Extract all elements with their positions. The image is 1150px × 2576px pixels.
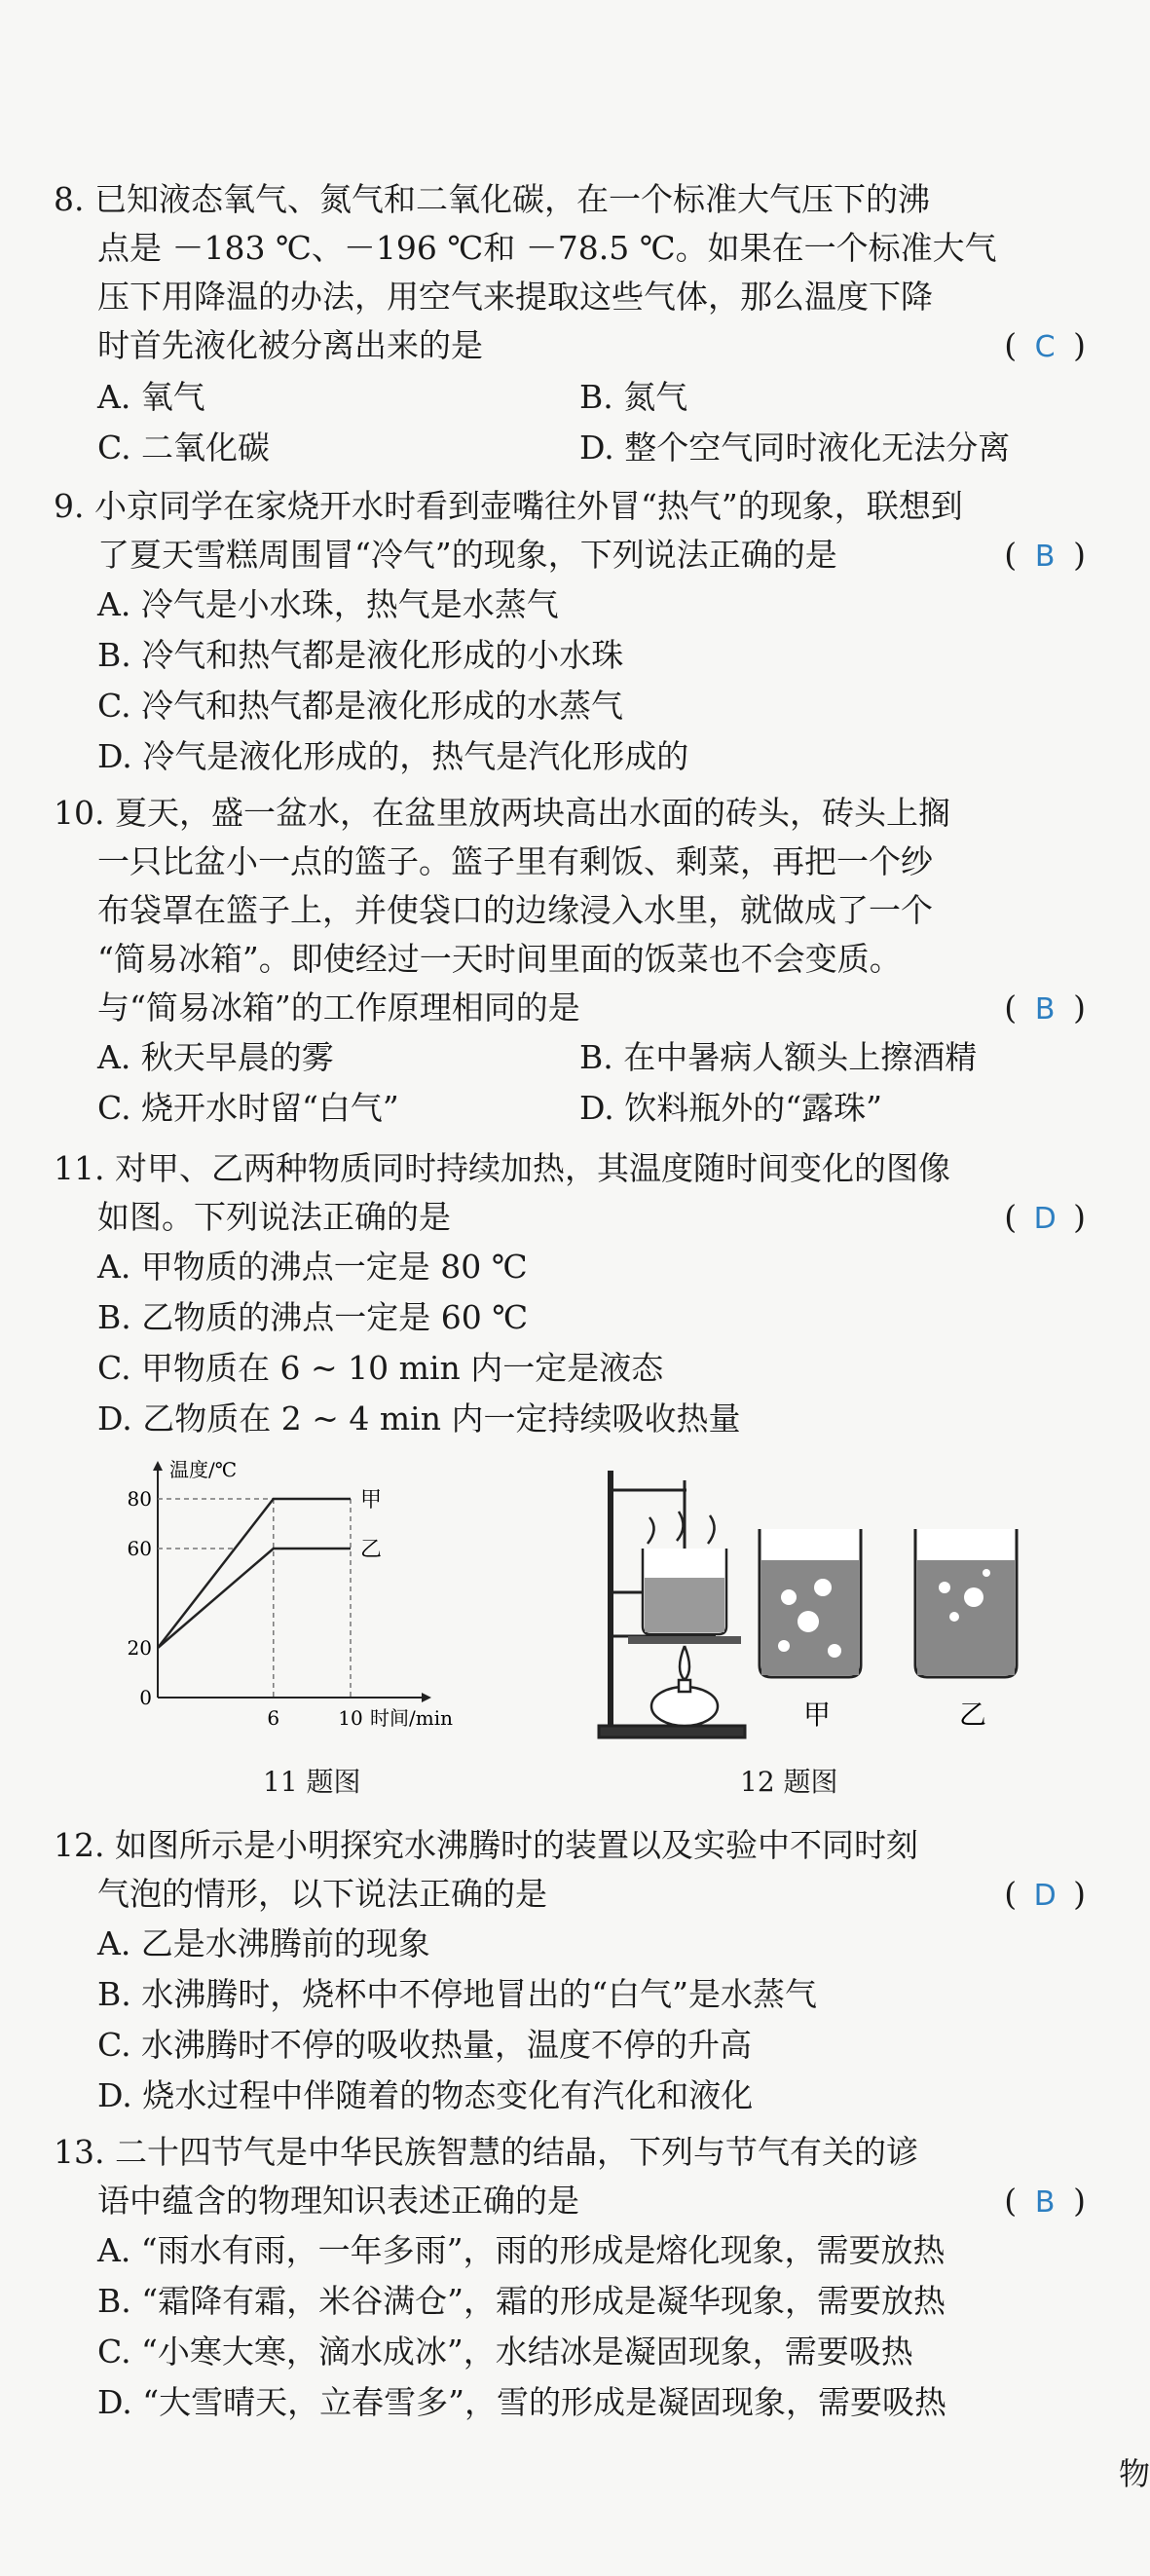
y-tick-label: 0 (139, 1686, 152, 1709)
option-c: C. 冷气和热气都是液化形成的水蒸气 (97, 687, 624, 725)
boiling-apparatus-figure (589, 1451, 1095, 1743)
chart-guides (158, 1499, 351, 1698)
answer-bracket: ( B ) (1004, 531, 1086, 581)
series-line-yi (158, 1549, 351, 1648)
beaker-jia (760, 1529, 861, 1677)
question-9 (54, 482, 1086, 782)
option-row (54, 1032, 1086, 1083)
figure-12-caption: 12 题图 (740, 1766, 838, 1798)
answer-bracket: ( D ) (1004, 1193, 1086, 1244)
series-label-jia: 甲 (360, 1488, 383, 1512)
question-text-tail: 如图。下列说法正确的是 (97, 1198, 451, 1236)
option-b: B. 水沸腾时，烧杯中不停地冒出的“白气”是水蒸气 (97, 1975, 817, 2013)
question-12 (54, 1821, 1086, 2121)
asbestos-gauze (628, 1636, 741, 1644)
option-b: B. 氮气 (579, 378, 688, 416)
answer-mark: D (1033, 1879, 1057, 1913)
y-tick-label: 20 (127, 1636, 152, 1660)
question-text-tail: 了夏天雪糕周围冒“冷气”的现象，下列说法正确的是 (97, 536, 837, 574)
question-text (54, 984, 1086, 1032)
y-axis-label: 温度/℃ (169, 1458, 238, 1481)
question-text-tail: 与“简易冰箱”的工作原理相同的是 (97, 989, 580, 1027)
chart-series (158, 1499, 351, 1648)
option-d: D. 烧水过程中伴随着的物态变化有汽化和液化 (97, 2076, 754, 2114)
question-text-tail: 语中蕴含的物理知识表述正确的是 (97, 2182, 579, 2220)
question-text (54, 1193, 1086, 1242)
answer-bracket: ( D ) (1004, 1870, 1086, 1921)
answer-bracket: ( B ) (1004, 2177, 1086, 2227)
question-text-tail: 时首先液化被分离出来的是 (97, 326, 483, 364)
answer-bracket: ( C ) (1004, 321, 1086, 372)
question-8 (54, 175, 1086, 473)
question-text: 压下用降温的办法，用空气来提取这些气体，那么温度下降 (97, 278, 933, 316)
answer-mark: B (1034, 992, 1056, 1027)
option-c: C. 水沸腾时不停的吸收热量，温度不停的升高 (97, 2026, 753, 2064)
answer-bracket: ( B ) (1004, 984, 1086, 1034)
option-c: C. 二氧化碳 (97, 429, 271, 467)
beaker-label-jia: 甲 (803, 1699, 832, 1731)
question-text: 13. 二十四节气是中华民族智慧的结晶，下列与节气有关的谚 (54, 2133, 918, 2171)
option-b: B. 冷气和热气都是液化形成的小水珠 (97, 636, 624, 674)
question-text: “简易冰箱”。即使经过一天时间里面的饭菜也不会变质。 (97, 940, 902, 978)
question-text (54, 1870, 1086, 1919)
question-text: 8. 已知液态氧气、氮气和二氧化碳，在一个标准大气压下的沸 (54, 180, 930, 218)
x-axis-label: 时间/min (370, 1706, 453, 1730)
option-d: D. 冷气是液化形成的，热气是汽化形成的 (97, 737, 689, 775)
y-axis-arrow (153, 1461, 163, 1471)
question-text: 10. 夏天，盛一盆水，在盆里放两块高出水面的砖头，砖头上搁 (54, 794, 950, 832)
option-c: C. 烧开水时留“白气” (97, 1089, 399, 1127)
question-text-tail: 气泡的情形，以下说法正确的是 (97, 1875, 547, 1913)
option-a: A. 乙是水沸腾前的现象 (97, 1924, 430, 1962)
y-tick-label: 80 (127, 1487, 152, 1511)
temperature-time-chart (97, 1451, 555, 1743)
question-text (54, 531, 1086, 579)
option-a: A. 冷气是小水珠，热气是水蒸气 (97, 585, 559, 623)
answer-mark: D (1033, 1202, 1057, 1236)
option-b: B. 乙物质的沸点一定是 60 ℃ (97, 1298, 529, 1336)
question-13 (54, 2128, 1086, 2428)
page-corner-text: 物 (1118, 2455, 1150, 2492)
option-a: A. 秋天早晨的雾 (97, 1038, 334, 1076)
figures-row (97, 1451, 1071, 1802)
option-c: C. “小寒大寒，滴水成冰”，水结冰是凝固现象，需要吸热 (97, 2333, 913, 2371)
chart-axes (153, 1461, 431, 1702)
beaker-yi (915, 1529, 1017, 1677)
option-c: C. 甲物质在 6 ~ 10 min 内一定是液态 (97, 1349, 664, 1387)
question-text (54, 2177, 1086, 2225)
answer-mark: C (1034, 330, 1056, 364)
question-text: 布袋罩在篮子上，并使袋口的边缘浸入水里，就做成了一个 (97, 891, 933, 929)
x-tick-label: 10 (338, 1706, 363, 1730)
option-d: D. 整个空气同时液化无法分离 (579, 429, 1011, 467)
question-text: 12. 如图所示是小明探究水沸腾时的装置以及实验中不同时刻 (54, 1826, 918, 1864)
question-text (54, 321, 1086, 370)
question-11 (54, 1144, 1086, 1444)
option-row (54, 1083, 1086, 1134)
beaker-label-yi: 乙 (959, 1699, 987, 1731)
option-b: B. 在中暑病人额头上擦酒精 (579, 1038, 978, 1076)
option-a: A. 氧气 (97, 378, 205, 416)
y-tick-label: 60 (127, 1537, 152, 1560)
question-text: 一只比盆小一点的篮子。篮子里有剩饭、剩菜，再把一个纱 (97, 842, 933, 880)
answer-mark: B (1034, 540, 1056, 574)
question-text: 11. 对甲、乙两种物质同时持续加热，其温度随时间变化的图像 (54, 1149, 950, 1187)
series-label-yi: 乙 (360, 1538, 383, 1562)
series-line-jia (158, 1499, 351, 1648)
question-text: 点是 －183 ℃、－196 ℃和 －78.5 ℃。如果在一个标准大气 (97, 229, 997, 267)
option-row (54, 423, 1086, 473)
question-10 (54, 789, 1086, 1134)
x-tick-label: 6 (267, 1706, 280, 1730)
question-text: 9. 小京同学在家烧开水时看到壶嘴往外冒“热气”的现象，联想到 (54, 487, 963, 525)
answer-mark: B (1034, 2185, 1056, 2220)
x-axis-arrow (422, 1693, 431, 1702)
option-d: D. 饮料瓶外的“露珠” (579, 1089, 883, 1127)
chart-caption: 11 题图 (263, 1766, 361, 1798)
option-d: D. 乙物质在 2 ~ 4 min 内一定持续吸收热量 (97, 1400, 741, 1437)
alcohol-lamp (651, 1646, 718, 1726)
option-a: A. 甲物质的沸点一定是 80 ℃ (97, 1248, 528, 1286)
option-a: A. “雨水有雨，一年多雨”，雨的形成是熔化现象，需要放热 (97, 2231, 946, 2269)
option-row (54, 372, 1086, 423)
option-b: B. “霜降有霜，米谷满仓”，霜的形成是凝华现象，需要放热 (97, 2282, 946, 2320)
option-d: D. “大雪晴天，立春雪多”，雪的形成是凝固现象，需要吸热 (97, 2383, 947, 2421)
